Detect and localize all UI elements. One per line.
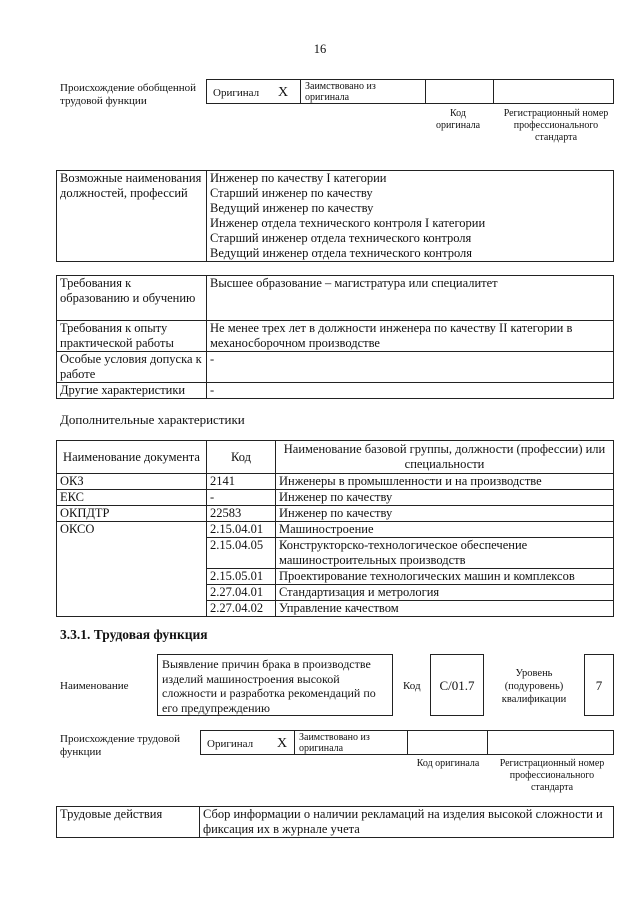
doc-cell: ОКПДТР <box>57 506 207 522</box>
origin-function-row <box>200 730 614 755</box>
code-cell: 2.27.04.02 <box>207 601 276 617</box>
original-mark: X <box>277 736 288 751</box>
borrowed-label: Заимствовано из оригинала <box>305 81 376 103</box>
code-cell: 2.15.04.01 <box>207 522 276 538</box>
code-original-caption: Код оригинала <box>435 108 481 131</box>
name-cell: Стандартизация и метрология <box>276 585 614 601</box>
position-item: Старший инженер отдела технического контроля <box>210 231 472 245</box>
function-level-box: 7 <box>584 654 614 716</box>
additional-title: Дополнительные характеристики <box>60 412 245 427</box>
name-cell: Инженер по качеству <box>276 490 614 506</box>
function-heading: 3.3.1. Трудовая функция <box>60 627 208 642</box>
origin-generalized-label: Происхождение обобщенной трудовой функции <box>60 82 197 107</box>
page-number: 16 <box>313 42 327 56</box>
original-label: Оригинал <box>213 87 260 99</box>
reg-number-caption: Регистрационный номер профессионального стандарта <box>499 758 605 793</box>
name-cell: Управление качеством <box>276 601 614 617</box>
position-item: Инженер по качеству I категории <box>210 171 387 185</box>
header-code: Код <box>207 441 276 474</box>
req-value-other: - <box>207 383 614 399</box>
positions-label: Возможные наименования должностей, профессий <box>57 171 207 262</box>
labor-actions-label: Трудовые действия <box>57 807 200 838</box>
req-value-education: Высшее образование – магистратура или специалитет <box>207 276 614 321</box>
name-cell: Инженер по качеству <box>276 506 614 522</box>
reg-number-caption: Регистрационный номер профессионального стандарта <box>503 108 609 143</box>
req-label-conditions: Особые условия допуска к работе <box>57 352 207 383</box>
divider <box>300 79 301 104</box>
origin-function-label: Происхождение трудовой функции <box>60 733 181 758</box>
function-code-label: Код <box>403 680 421 692</box>
position-item: Ведущий инженер отдела технического контроля <box>210 246 473 260</box>
code-original-caption: Код оригинала <box>416 758 480 769</box>
code-cell: 2.15.05.01 <box>207 569 276 585</box>
name-cell: Инженеры в промышленности и на производстве <box>276 474 614 490</box>
labor-actions-value: Сбор информации о наличии рекламаций на изделия высокой сложности и фиксация их в журнале учета <box>200 807 614 838</box>
name-cell: Машиностроение <box>276 522 614 538</box>
positions-list <box>207 171 614 262</box>
function-level-label: Уровень (подуровень) квалификации <box>501 668 567 705</box>
req-label-education: Требования к образованию и обучению <box>57 276 207 321</box>
position-item: Старший инженер по качеству <box>210 186 373 200</box>
function-name-box: Выявление причин брака в производстве изделий машиностроения высокой сложности и разработка рекомендаций по его предупреждению <box>157 654 393 716</box>
borrowed-label: Заимствовано из оригинала <box>299 732 370 754</box>
code-cell: 2141 <box>207 474 276 490</box>
requirements-table <box>56 275 614 399</box>
header-group-name: Наименование базовой группы, должности (профессии) или специальности <box>276 441 614 474</box>
doc-cell: ОКЗ <box>57 474 207 490</box>
function-name-label: Наименование <box>60 680 129 692</box>
req-label-experience: Требования к опыту практической работы <box>57 321 207 352</box>
divider <box>425 79 426 104</box>
positions-table <box>56 170 614 262</box>
function-code-box: C/01.7 <box>430 654 484 716</box>
origin-generalized-row <box>206 79 614 104</box>
original-label: Оригинал <box>207 738 254 750</box>
doc-cell: ЕКС <box>57 490 207 506</box>
position-item: Ведущий инженер по качеству <box>210 201 374 215</box>
req-label-other: Другие характеристики <box>57 383 207 399</box>
name-cell: Конструкторско-технологическое обеспечение машиностроительных производств <box>276 538 614 569</box>
code-cell: 2.15.04.05 <box>207 538 276 569</box>
req-value-conditions: - <box>207 352 614 383</box>
original-mark: X <box>278 85 289 100</box>
code-cell: - <box>207 490 276 506</box>
req-value-experience: Не менее трех лет в должности инженера по качеству II категории в механосборочном производстве <box>207 321 614 352</box>
position-item: Инженер отдела технического контроля I категории <box>210 216 486 230</box>
labor-actions-table <box>56 806 614 838</box>
doc-cell: ОКСО <box>57 522 207 617</box>
code-cell: 22583 <box>207 506 276 522</box>
additional-table <box>56 440 614 617</box>
divider <box>487 730 488 755</box>
divider <box>407 730 408 755</box>
divider <box>493 79 494 104</box>
header-document: Наименование документа <box>57 441 207 474</box>
code-cell: 2.27.04.01 <box>207 585 276 601</box>
divider <box>294 730 295 755</box>
name-cell: Проектирование технологических машин и комплексов <box>276 569 614 585</box>
